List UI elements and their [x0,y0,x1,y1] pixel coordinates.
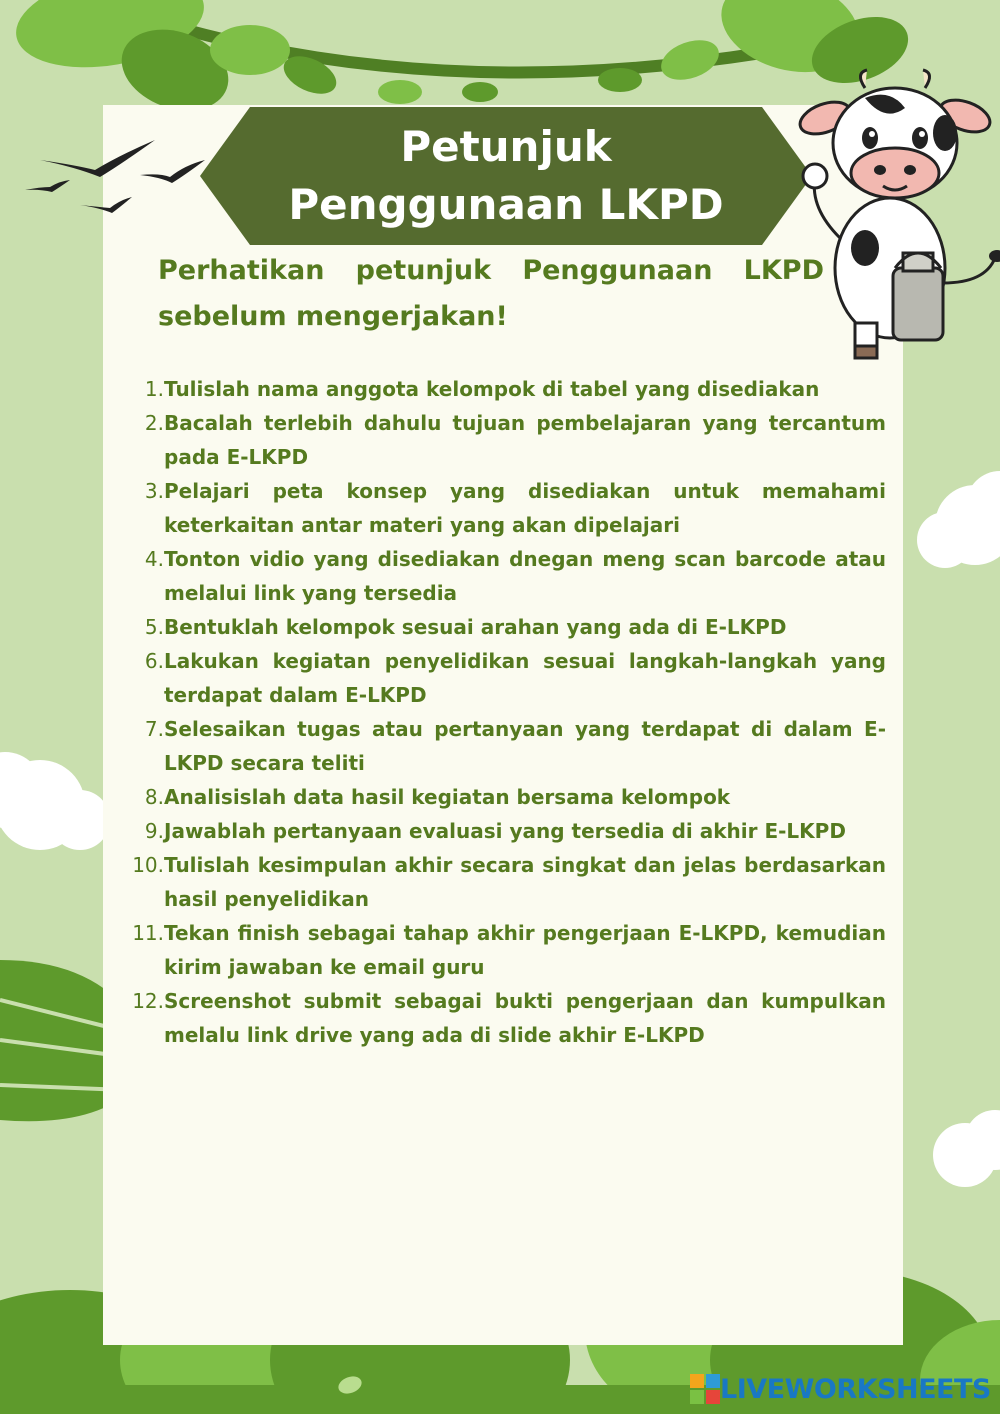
instruction-list [118,372,886,1052]
step-number: 7. [144,717,164,741]
step-number: 6. [144,649,164,673]
step-text: Selesaikan tugas atau pertanyaan yang terdapat di dalam E-LKPD secara teliti [164,717,886,775]
list-item [118,474,886,542]
step-number: 12. [132,989,164,1013]
step-text: Bentuklah kelompok sesuai arahan yang ada di E-LKPD [164,615,787,639]
list-item [118,984,886,1052]
list-item [118,848,886,916]
list-item [118,542,886,610]
step-text: Pelajari peta konsep yang disediakan untuk memahami keterkaitan antar materi yang akan dipelajari [164,479,886,537]
step-text: Analisislah data hasil kegiatan bersama kelompok [164,785,731,809]
step-number: 1. [144,377,164,401]
title-line-1: Petunjuk [400,122,612,171]
step-text: Tulislah nama anggota kelompok di tabel yang disediakan [164,377,820,401]
watermark-text: LIVEWORKSHEETS [720,1373,991,1405]
step-number: 4. [144,547,164,571]
step-number: 11. [132,921,164,945]
list-item [118,814,886,848]
list-item [118,780,886,814]
title-line-2: Penggunaan LKPD [288,180,724,229]
step-text: Bacalah terlebih dahulu tujuan pembelajaran yang tercantum pada E-LKPD [164,411,886,469]
intro-text: Perhatikan petunjuk Penggunaan LKPD sebelum mengerjakan! [158,255,824,332]
step-number: 2. [144,411,164,435]
step-number: 10. [132,853,164,877]
step-text: Tonton vidio yang disediakan dnegan meng scan barcode atau melalui link yang tersedia [164,547,886,605]
birds-icon [20,135,210,225]
step-text: Tekan finish sebagai tahap akhir pengerjaan E-LKPD, kemudian kirim jawaban ke email guru [164,921,886,979]
step-text: Lakukan kegiatan penyelidikan sesuai langkah-langkah yang terdapat dalam E-LKPD [164,649,886,707]
cloud-left [0,752,110,850]
step-number: 3. [144,479,164,503]
step-text: Jawablah pertanyaan evaluasi yang tersedia di akhir E-LKPD [164,819,846,843]
list-item [118,372,886,406]
step-number: 8. [144,785,164,809]
cow-mascot-icon [795,68,1000,368]
page-title [230,118,782,234]
step-text: Screenshot submit sebagai bukti pengerjaan dan kumpulkan melalu link drive yang ada di slide akhir E-LKPD [164,989,886,1047]
list-item [118,712,886,780]
list-item [118,406,886,474]
step-number: 9. [144,819,164,843]
cloud-right [917,471,1000,568]
step-number: 5. [144,615,164,639]
liveworksheets-logo-icon [690,1374,720,1404]
cloud-bottom-right [933,1110,1000,1187]
step-text: Tulislah kesimpulan akhir secara singkat dan jelas berdasarkan hasil penyelidikan [164,853,886,911]
list-item [118,644,886,712]
list-item [118,916,886,984]
liveworksheets-watermark [690,1372,991,1406]
list-item [118,610,886,644]
